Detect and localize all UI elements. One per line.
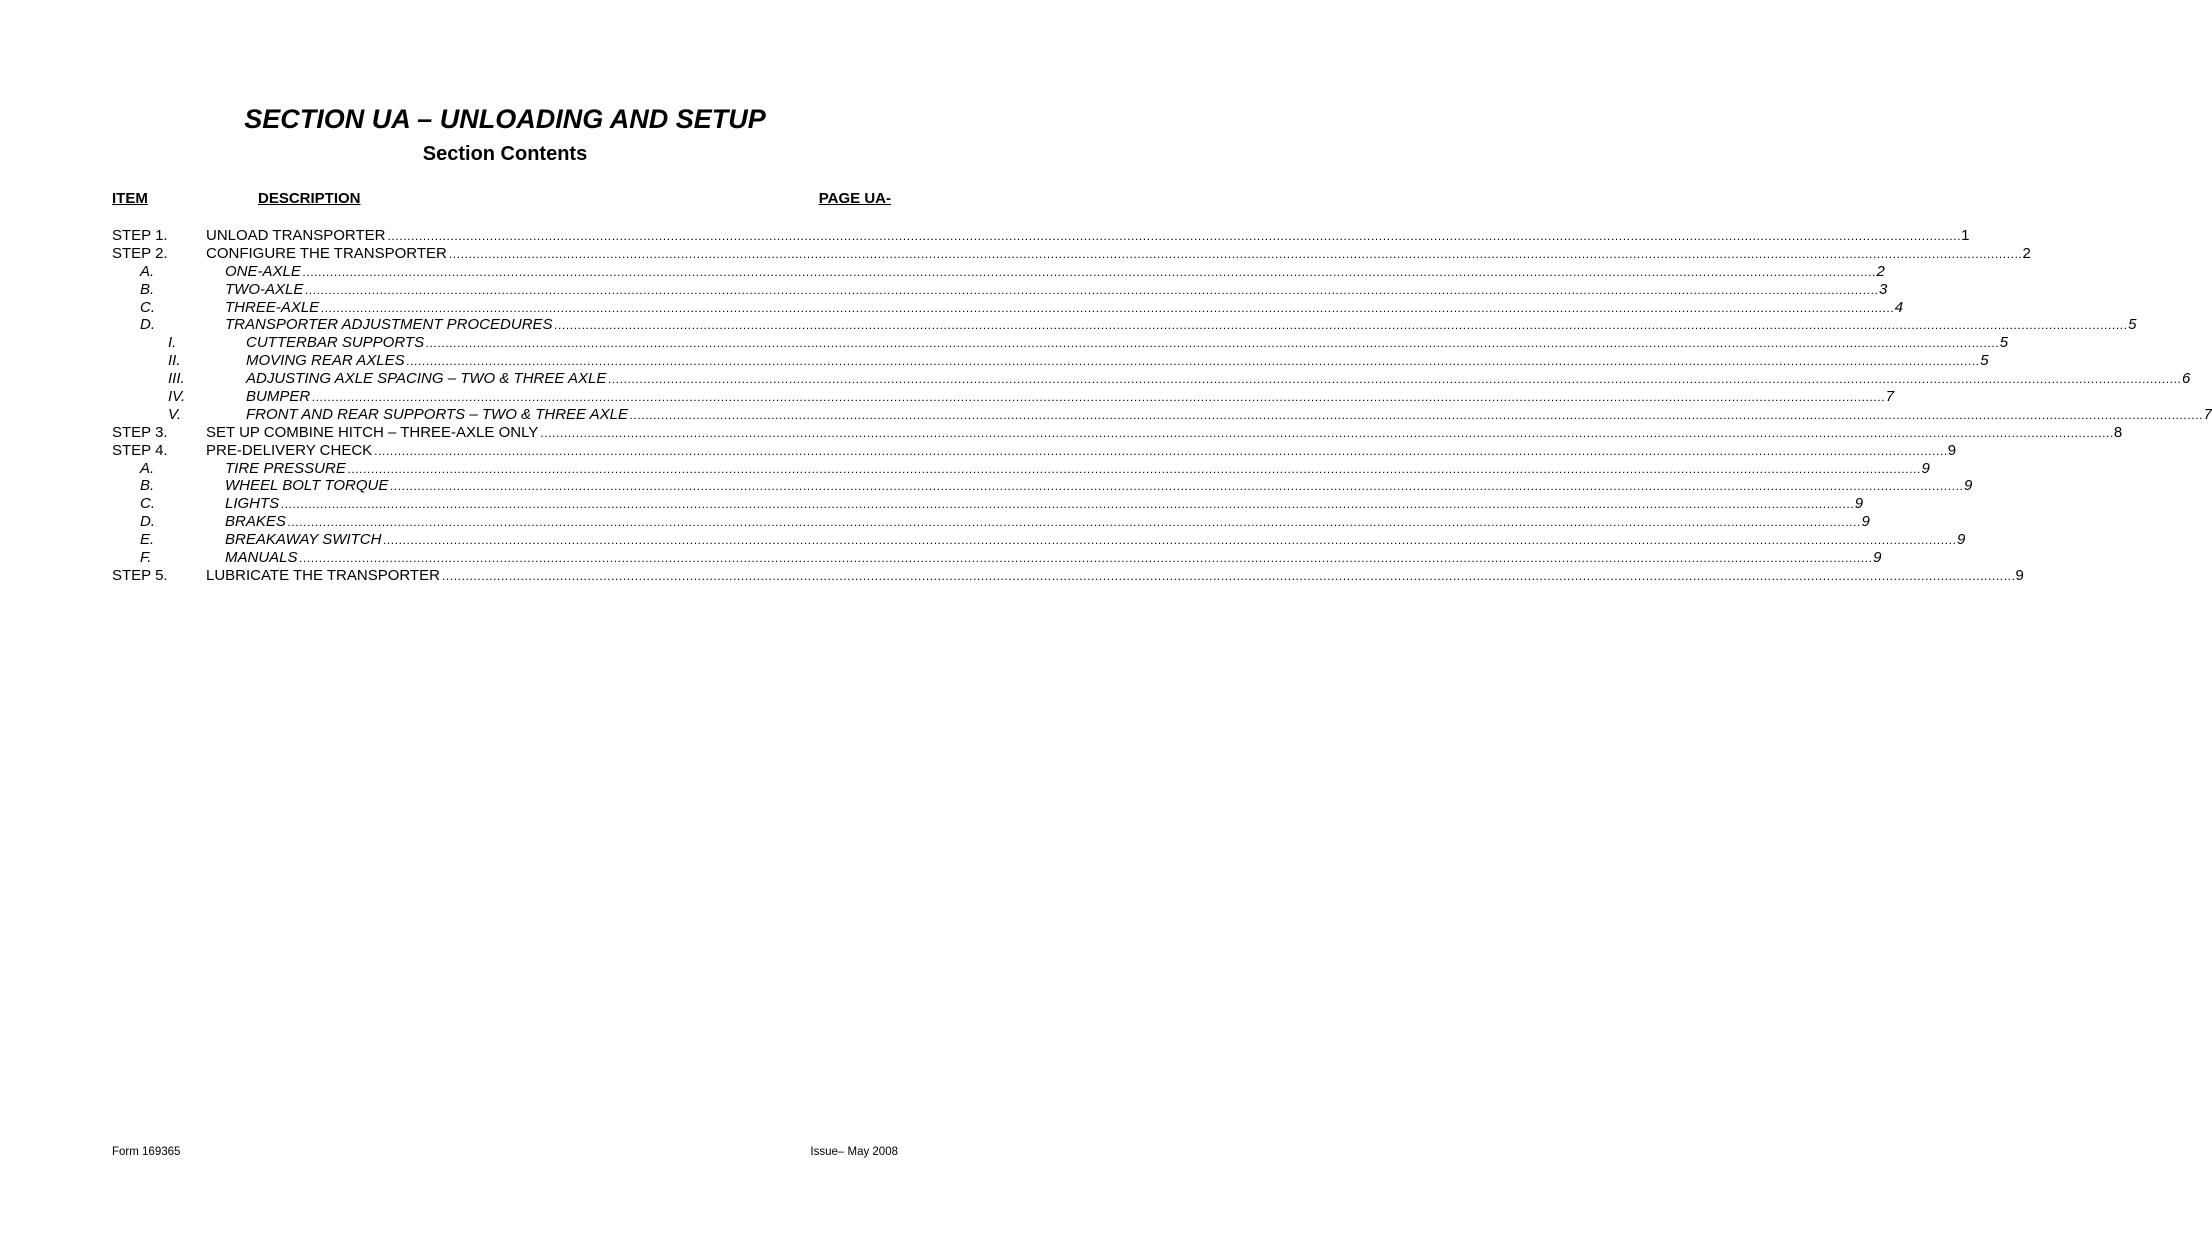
toc-entry-line	[246, 370, 2191, 389]
toc-entry[interactable]	[112, 388, 1895, 406]
form-number: Form 169365	[112, 1146, 181, 1158]
toc-entry-line	[225, 280, 1888, 300]
toc-entry-number: C.	[140, 495, 155, 513]
toc-entry[interactable]	[112, 566, 2024, 585]
toc-entry-number: STEP 3.	[112, 423, 168, 441]
dot-leader: ................................................................................................................................................................................................................................................................................................................................................................................................................	[287, 515, 1862, 530]
toc-entry-line	[206, 227, 1970, 246]
toc-entry-page: 9	[1963, 477, 1973, 495]
toc-entry[interactable]	[112, 495, 1864, 513]
toc-entry-line	[246, 334, 2009, 353]
toc-entry-line	[225, 531, 1966, 550]
toc-entry-label: PRE-DELIVERY CHECK	[206, 441, 373, 459]
toc-entry-label: THREE-AXLE	[225, 298, 320, 316]
toc-entry[interactable]	[112, 513, 1870, 531]
toc-entry-page: 9	[1854, 495, 1864, 513]
toc-entry-page: 9	[1947, 441, 1957, 459]
toc-entry-line	[246, 388, 1895, 407]
toc-entry[interactable]	[112, 370, 2191, 388]
toc-entry-number: V.	[168, 405, 182, 423]
toc-entry-page: 2	[2022, 244, 2031, 262]
section-title: SECTION UA – UNLOADING AND SETUP	[244, 104, 766, 134]
toc-entry-label: LIGHTS	[225, 495, 280, 513]
toc-entry-label: BUMPER	[246, 388, 311, 406]
toc-entry-page: 8	[2113, 423, 2123, 441]
toc-entry[interactable]	[112, 549, 1882, 567]
toc-entry-label: MOVING REAR AXLES	[246, 352, 405, 370]
toc-entry-label: ADJUSTING AXLE SPACING – TWO & THREE AXLE	[246, 370, 607, 388]
dot-leader: ................................................................................................................................................................................................................................................................................................................................................................................................................	[554, 318, 2129, 333]
toc-entry[interactable]	[112, 459, 1930, 478]
toc-entry-number: STEP 1.	[112, 227, 168, 244]
toc-entry-line	[206, 423, 2123, 443]
toc-entry-label: TWO-AXLE	[225, 280, 304, 298]
toc-entry-number: STEP 2.	[112, 244, 168, 262]
toc-entry-number: STEP 5.	[112, 566, 168, 584]
toc-entry-label: FRONT AND REAR SUPPORTS – TWO & THREE AXLE	[246, 405, 629, 423]
toc-entry-label: WHEEL BOLT TORQUE	[225, 477, 389, 495]
dot-leader: ................................................................................................................................................................................................................................................................................................................................................................................................................	[540, 425, 2114, 440]
toc-entry-number: B.	[140, 280, 155, 298]
dot-leader: ................................................................................................................................................................................................................................................................................................................................................................................................................	[305, 282, 1879, 297]
toc-entry-line	[225, 513, 1870, 532]
dot-leader: ................................................................................................................................................................................................................................................................................................................................................................................................................	[630, 407, 2204, 422]
toc-entry-number: D.	[140, 513, 155, 531]
dot-leader: ................................................................................................................................................................................................................................................................................................................................................................................................................	[374, 443, 1948, 458]
toc-entry-line	[225, 459, 1930, 479]
toc-entry[interactable]	[112, 405, 2212, 424]
toc-entry-line	[206, 566, 2024, 586]
issue-date: Issue– May 2008	[810, 1146, 898, 1158]
toc-entry-label: TIRE PRESSURE	[225, 459, 346, 477]
toc-entry-page: 9	[1921, 459, 1930, 477]
toc-entry-page: 9	[1861, 513, 1870, 531]
dot-leader: ................................................................................................................................................................................................................................................................................................................................................................................................................	[448, 246, 2023, 261]
table-of-contents	[112, 227, 2212, 585]
toc-entry-page: 7	[2203, 405, 2212, 423]
toc-entry-line	[206, 441, 1957, 461]
dot-leader: ................................................................................................................................................................................................................................................................................................................................................................................................................	[302, 264, 1877, 279]
toc-entry[interactable]	[112, 352, 1989, 370]
dot-leader: ................................................................................................................................................................................................................................................................................................................................................................................................................	[608, 372, 2182, 387]
toc-entry-label: TRANSPORTER ADJUSTMENT PROCEDURES	[225, 316, 553, 334]
toc-entry-page: 9	[2015, 566, 2024, 584]
dot-leader: ................................................................................................................................................................................................................................................................................................................................................................................................................	[387, 229, 1962, 243]
toc-entry-page: 1	[1961, 227, 1970, 244]
toc-entry[interactable]	[112, 262, 1885, 281]
toc-entry-number: II.	[168, 352, 181, 370]
toc-entry[interactable]	[112, 441, 1957, 460]
column-header-page: PAGE UA-	[818, 190, 891, 207]
toc-entry-number: F.	[140, 549, 152, 567]
toc-entry-page: 4	[1894, 298, 1904, 316]
toc-entry[interactable]	[112, 244, 2031, 263]
toc-entry-line	[246, 405, 2212, 425]
dot-leader: ................................................................................................................................................................................................................................................................................................................................................................................................................	[299, 551, 1874, 566]
toc-entry-line	[225, 495, 1864, 514]
dot-leader: ................................................................................................................................................................................................................................................................................................................................................................................................................	[321, 300, 1895, 315]
toc-entry-number: IV.	[168, 388, 186, 406]
column-header-item: ITEM	[112, 190, 148, 207]
toc-entry[interactable]	[112, 298, 1904, 317]
dot-leader: ................................................................................................................................................................................................................................................................................................................................................................................................................	[406, 354, 1981, 369]
column-header-description: DESCRIPTION	[258, 190, 361, 207]
toc-entry-label: BREAKAWAY SWITCH	[225, 531, 382, 549]
toc-entry-line	[225, 298, 1904, 318]
toc-entry-number: B.	[140, 477, 155, 495]
toc-entry-label: CUTTERBAR SUPPORTS	[246, 334, 425, 352]
toc-entry[interactable]	[112, 227, 1970, 245]
toc-entry-page: 6	[2181, 370, 2191, 388]
toc-entry-page: 2	[1876, 262, 1885, 280]
dot-leader: ................................................................................................................................................................................................................................................................................................................................................................................................................	[347, 461, 1922, 476]
toc-entry-number: A.	[140, 459, 155, 477]
section-subtitle: Section Contents	[422, 143, 588, 165]
toc-entry-line	[225, 477, 1973, 496]
toc-entry-label: BRAKES	[225, 513, 286, 531]
toc-entry-line	[225, 549, 1882, 568]
toc-entry-page: 5	[1999, 334, 2009, 352]
toc-entry-page: 9	[1873, 549, 1882, 567]
toc-entry-label: LUBRICATE THE TRANSPORTER	[206, 566, 440, 584]
toc-entry-page: 7	[1885, 388, 1895, 406]
toc-entry[interactable]	[112, 316, 2137, 334]
dot-leader: ................................................................................................................................................................................................................................................................................................................................................................................................................	[312, 390, 1886, 405]
toc-entry-number: STEP 4.	[112, 441, 168, 459]
toc-entry-number: E.	[140, 531, 155, 549]
toc-entry-number: D.	[140, 316, 155, 334]
toc-entry-number: C.	[140, 298, 155, 316]
dot-leader: ................................................................................................................................................................................................................................................................................................................................................................................................................	[390, 479, 1964, 494]
toc-entry-label: SET UP COMBINE HITCH – THREE-AXLE ONLY	[206, 423, 539, 441]
toc-entry-line	[225, 262, 1885, 282]
toc-entry-label: UNLOAD TRANSPORTER	[206, 227, 386, 244]
toc-entry-label: ONE-AXLE	[225, 262, 301, 280]
toc-entry-label: CONFIGURE THE TRANSPORTER	[206, 244, 447, 262]
toc-entry[interactable]	[112, 477, 1973, 495]
toc-entry-number: I.	[168, 334, 177, 352]
toc-entry[interactable]	[112, 334, 2009, 352]
toc-entry-line	[206, 244, 2031, 264]
dot-leader: ................................................................................................................................................................................................................................................................................................................................................................................................................	[383, 533, 1958, 548]
dot-leader: ................................................................................................................................................................................................................................................................................................................................................................................................................	[426, 336, 2000, 351]
toc-entry[interactable]	[112, 423, 2123, 442]
toc-entry[interactable]	[112, 531, 1966, 549]
toc-entry-line	[246, 352, 1989, 371]
toc-entry-page: 9	[1957, 531, 1966, 549]
toc-entry-number: III.	[168, 370, 185, 388]
toc-entry-label: MANUALS	[225, 549, 298, 567]
toc-entry-line	[225, 316, 2137, 335]
toc-entry-page: 3	[1878, 280, 1888, 298]
toc-entry-number: A.	[140, 262, 155, 280]
toc-entry-page: 5	[1980, 352, 1989, 370]
dot-leader: ................................................................................................................................................................................................................................................................................................................................................................................................................	[441, 568, 2016, 583]
toc-entry-page: 5	[2128, 316, 2137, 334]
toc-entry[interactable]	[112, 280, 1888, 299]
dot-leader: ................................................................................................................................................................................................................................................................................................................................................................................................................	[281, 497, 1855, 512]
